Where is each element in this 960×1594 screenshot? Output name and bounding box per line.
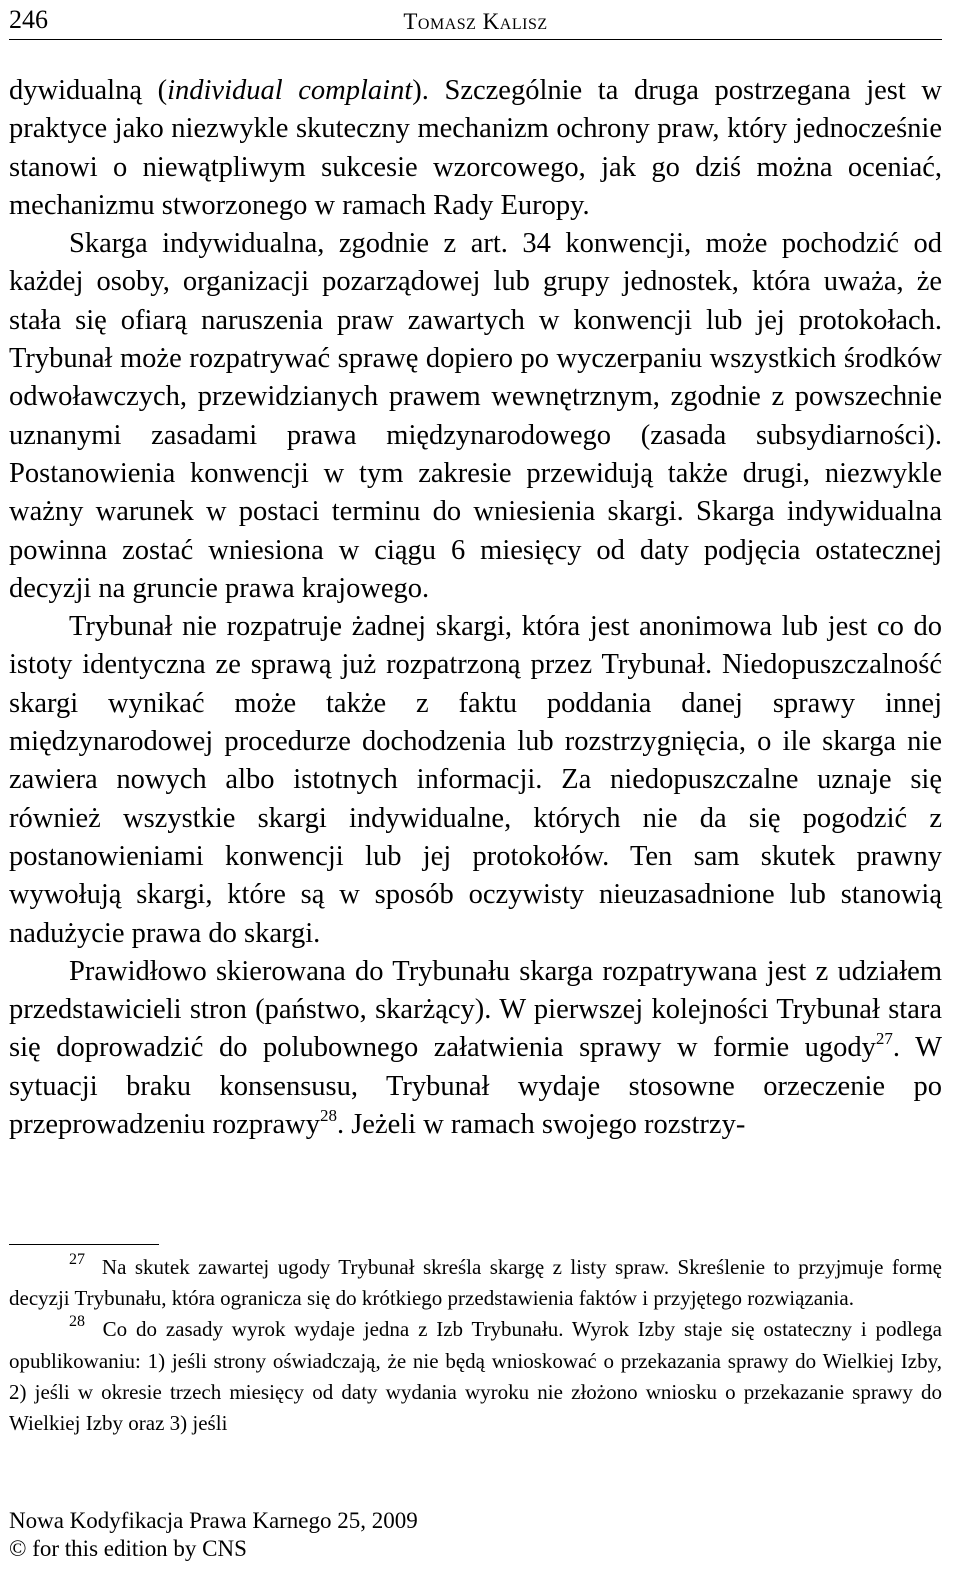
- paragraph-1: [9, 72, 942, 225]
- paragraph-1-text-c: ). Szczególnie ta druga postrzegana jest w praktyce jako niezwykle skuteczny mechanizm ochrony praw, który jednocześnie stanowi o niewątpliwym sukcesie wzorcowego, jak go dziś można oceniać, mechanizmu stworzonego w ramach Rady Europy.: [9, 75, 942, 221]
- main-text: [9, 72, 942, 1144]
- page-header: [9, 5, 942, 39]
- footnote-ref-27[interactable]: 27: [875, 1028, 893, 1048]
- paragraph-2: Skarga indywidualna, zgodnie z art. 34 konwencji, może pochodzić od każdej osoby, organizacji pozarządowej lub grupy jednostek, która uważa, że stała się ofiarą naruszenia praw zawartych w konwencji lub jej protokołach. Trybunał może rozpatrywać sprawę dopiero po wyczerpaniu wszystkich środków odwoławczych, przewidzianych prawem wewnętrznym, zgodnie z powszechnie uznanymi zasadami prawa międzynarodowego (zasada subsydiarności). Postanowienia konwencji w tym zakresie przewidują także drugi, niezwykle ważny warunek w postaci terminu do wniesienia skargi. Skarga indywidualna powinna zostać wniesiona w ciągu 6 miesięcy od daty podjęcia ostatecznej decyzji na gruncie prawa krajowego.: [9, 228, 942, 604]
- footnote-separator: [9, 1244, 159, 1245]
- paragraph-4-text-a: Prawidłowo skierowana do Trybunału skarga rozpatrywana jest z udziałem przedstawicieli stron (państwo, skarżący). W pierwszej kolejności Trybunał stara się doprowadzić do polubownego załatwienia sprawy w formie ugody: [9, 955, 942, 1064]
- paragraph-4-text-c: . Jeżeli w ramach swojego rozstrzy-: [336, 1109, 746, 1141]
- header-rule: [9, 39, 942, 40]
- footnote-27: [9, 1252, 942, 1314]
- running-head: Tomasz Kalisz: [403, 9, 548, 34]
- footnote-text: Co do zasady wyrok wydaje jedna z Izb Trybunału. Wyrok Izby staje się ostateczny i podlega opublikowaniu: 1) jeśli strony oświadczają, że nie będą wnioskować o przekazania sprawy do Wielkiej Izby, 2) jeśli w okresie trzech miesięcy od daty wydania wyroku nie złożono wniosku o przekazanie sprawy do Wielkiej Izby oraz 3) jeśli: [9, 1317, 943, 1436]
- footnote-number: 28: [69, 1313, 85, 1331]
- paragraph-4: [9, 953, 942, 1144]
- paragraph-1-text-a: dywidualną (: [9, 75, 168, 106]
- footnotes: [9, 1252, 942, 1439]
- paragraph-4-text-b: . W sytuacji braku konsensusu, Trybunał wydaje stosowne orzeczenie po przeprowadzeniu rozprawy: [9, 1032, 942, 1141]
- footnote-number: 27: [69, 1251, 85, 1268]
- page-number: 246: [9, 5, 48, 34]
- footnote-28: [9, 1314, 942, 1439]
- footnote-ref-28[interactable]: 28: [319, 1105, 337, 1125]
- footnote-text: Na skutek zawartej ugody Trybunał skreśla skargę z listy spraw. Skreślenie to przyjmuje formę decyzji Trybunału, która ogranicza się do krótkiego przedstawienia faktów i przyjętego rozwiązania.: [9, 1255, 943, 1311]
- page-footer: [9, 1507, 418, 1563]
- paragraph-1-italic-term: individual complaint: [167, 75, 413, 106]
- journal-citation: Nowa Kodyfikacja Prawa Karnego 25, 2009: [9, 1508, 418, 1533]
- copyright-notice: © for this edition by CNS: [9, 1536, 247, 1561]
- paragraph-3: Trybunał nie rozpatruje żadnej skargi, która jest anonimowa lub jest co do istoty identyczna ze sprawą już rozpatrzoną przez Trybunał. Niedopuszczalność skargi wynikać może także z faktu poddania danej sprawy innej międzynarodowej procedurze dochodzenia lub rozstrzygnięcia, o ile skarga nie zawiera nowych albo istotnych informacji. Za niedopuszczalne uznaje się również wszystkie skargi indywidualne, których nie da się pogodzić z postanowieniami konwencji lub jej protokołów. Ten sam skutek prawny wywołują skargi, które są w sposób oczywisty nieuzasadnione lub stanowią nadużycie prawa do skargi.: [9, 611, 942, 949]
